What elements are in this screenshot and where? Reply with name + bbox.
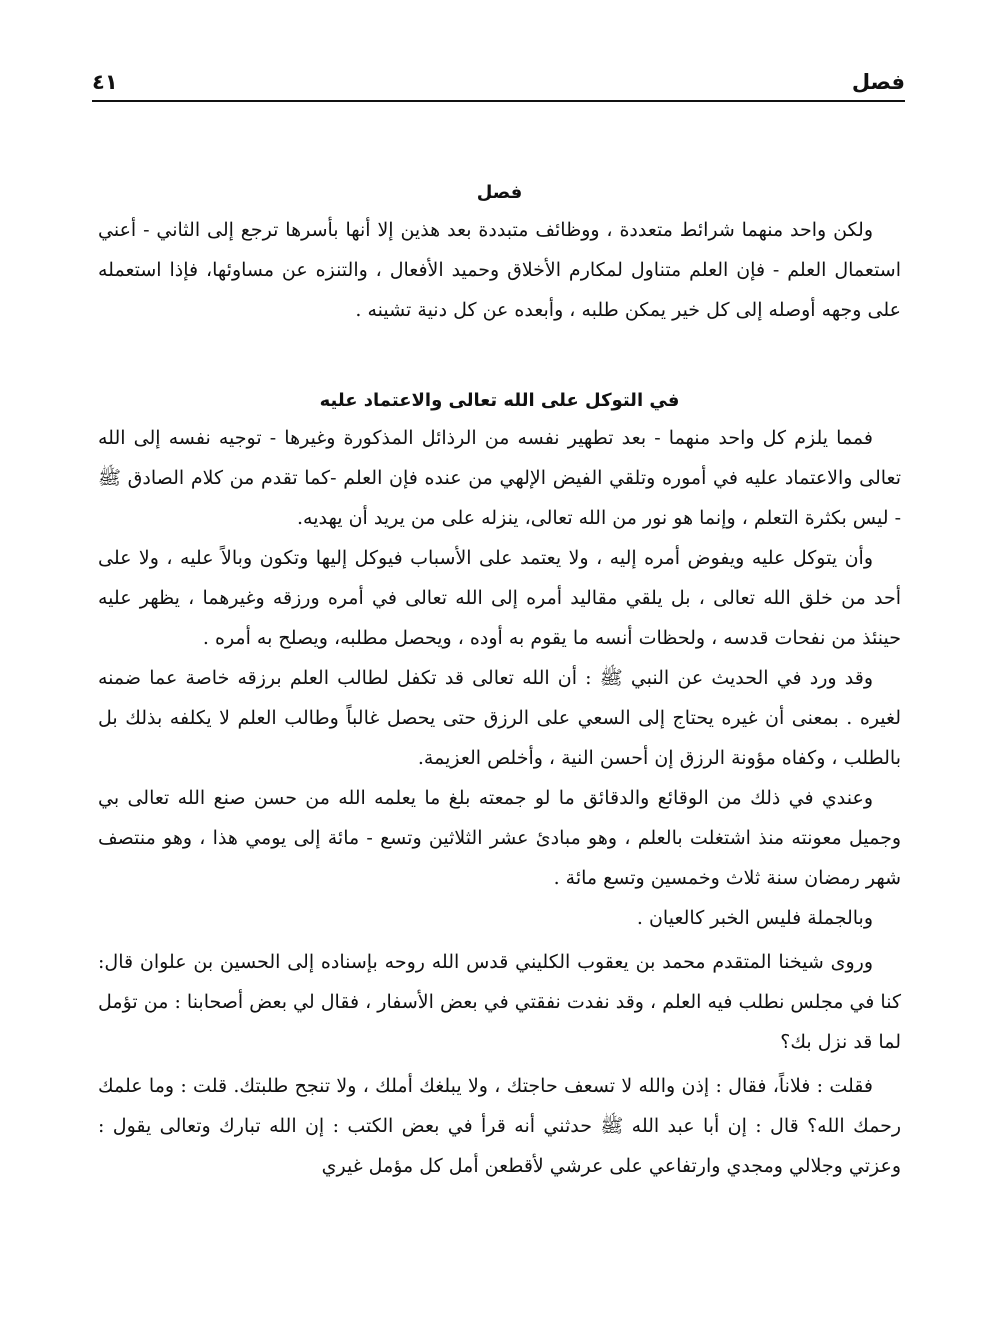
paragraph: وقد ورد في الحديث عن النبي ﷺ : أن الله تعالى قد تكفل لطالب العلم برزقه خاصة عما ضمنه لغيره . بمعنى أن غيره يحتاج إلى السعي على الرزق حتى يحصل غالباً وطالب العلم لا يكلفه بذلك بل بالطلب ، وكفاه مؤونة الرزق إن أحسن النية ، وأخلص العزيمة. bbox=[98, 667, 901, 769]
paragraph: ولكن واحد منهما شرائط متعددة ، ووظائف متبددة بعد هذين إلا أنها بأسرها ترجع إلى الثاني - أعني استعمال العلم - فإن العلم متناول لمكارم الأخلاق وحميد الأفعال ، والتنزه عن مساوئها، فإذا استعمله على وجهه أوصله إلى كل خير يمكن طلبه ، وأبعده عن كل دنية تشينه . bbox=[98, 219, 901, 321]
running-title: فصل bbox=[851, 70, 905, 94]
paragraph: وروى شيخنا المتقدم محمد بن يعقوب الكليني قدس الله روحه بإسناده إلى الحسين بن علوان قال: كنا في مجلس نطلب فيه العلم ، وقد نفدت نفقتي في بعض الأسفار ، فقال لي بعض أصحابنا : من تؤمل لما قد نزل بك؟ bbox=[98, 951, 901, 1053]
paragraph: وأن يتوكل عليه ويفوض أمره إليه ، ولا يعتمد على الأسباب فيوكل إليها وتكون وبالاً عليه ، ولا على أحد من خلق الله تعالى ، بل يلقي مقاليد أمره إلى الله تعالى في أمره ورزقه وغيرهما ، يظهر عليه حينئذ من نفحات قدسه ، ولحظات أنسه ما يقوم به أوده ، ويحصل مطلبه، ويصلح به أمره . bbox=[98, 547, 901, 649]
body-text bbox=[98, 180, 901, 1186]
paragraph: وعندي في ذلك من الوقائع والدقائق ما لو جمعته بلغ ما يعلمه الله من حسن صنع الله تعالى بي وجميل معونته منذ اشتغلت بالعلم ، وهو مبادئ عشر الثلاثين وتسع - مائة إلى يومي هذا ، وهو منتصف شهر رمضان سنة ثلاث وخمسين وتسع مائة . bbox=[98, 787, 901, 889]
paragraph: فقلت : فلاناً، فقال : إذن والله لا تسعف حاجتك ، ولا يبلغك أملك ، ولا تنجح طلبتك. قلت : وما علمك رحمك الله؟ قال : إن أبا عبد الله ﷺ حدثني أنه قرأ في بعض الكتب : إن الله تبارك وتعالى يقول : وعزتي وجلالي ومجدي وارتفاعي على عرشي لأقطعن أمل كل مؤمل غيري bbox=[98, 1075, 901, 1177]
section-heading: في التوكل على الله تعالى والاعتماد عليه bbox=[319, 390, 680, 411]
page-number: ٤١ bbox=[92, 70, 118, 94]
running-header bbox=[92, 70, 905, 102]
section-heading: فصل bbox=[476, 182, 523, 203]
paragraph: وبالجملة فليس الخبر كالعيان . bbox=[636, 907, 873, 929]
paragraph: فمما يلزم كل واحد منهما - بعد تطهير نفسه من الرذائل المذكورة وغيرها - توجيه نفسه إلى الله تعالى والاعتماد عليه في أموره وتلقي الفيض الإلهي من عنده فإن العلم -كما تقدم من كلام الصادق ﷺ - ليس بكثرة التعلم ، وإنما هو نور من الله تعالى، ينزله على من يريد أن يهديه. bbox=[98, 427, 901, 529]
